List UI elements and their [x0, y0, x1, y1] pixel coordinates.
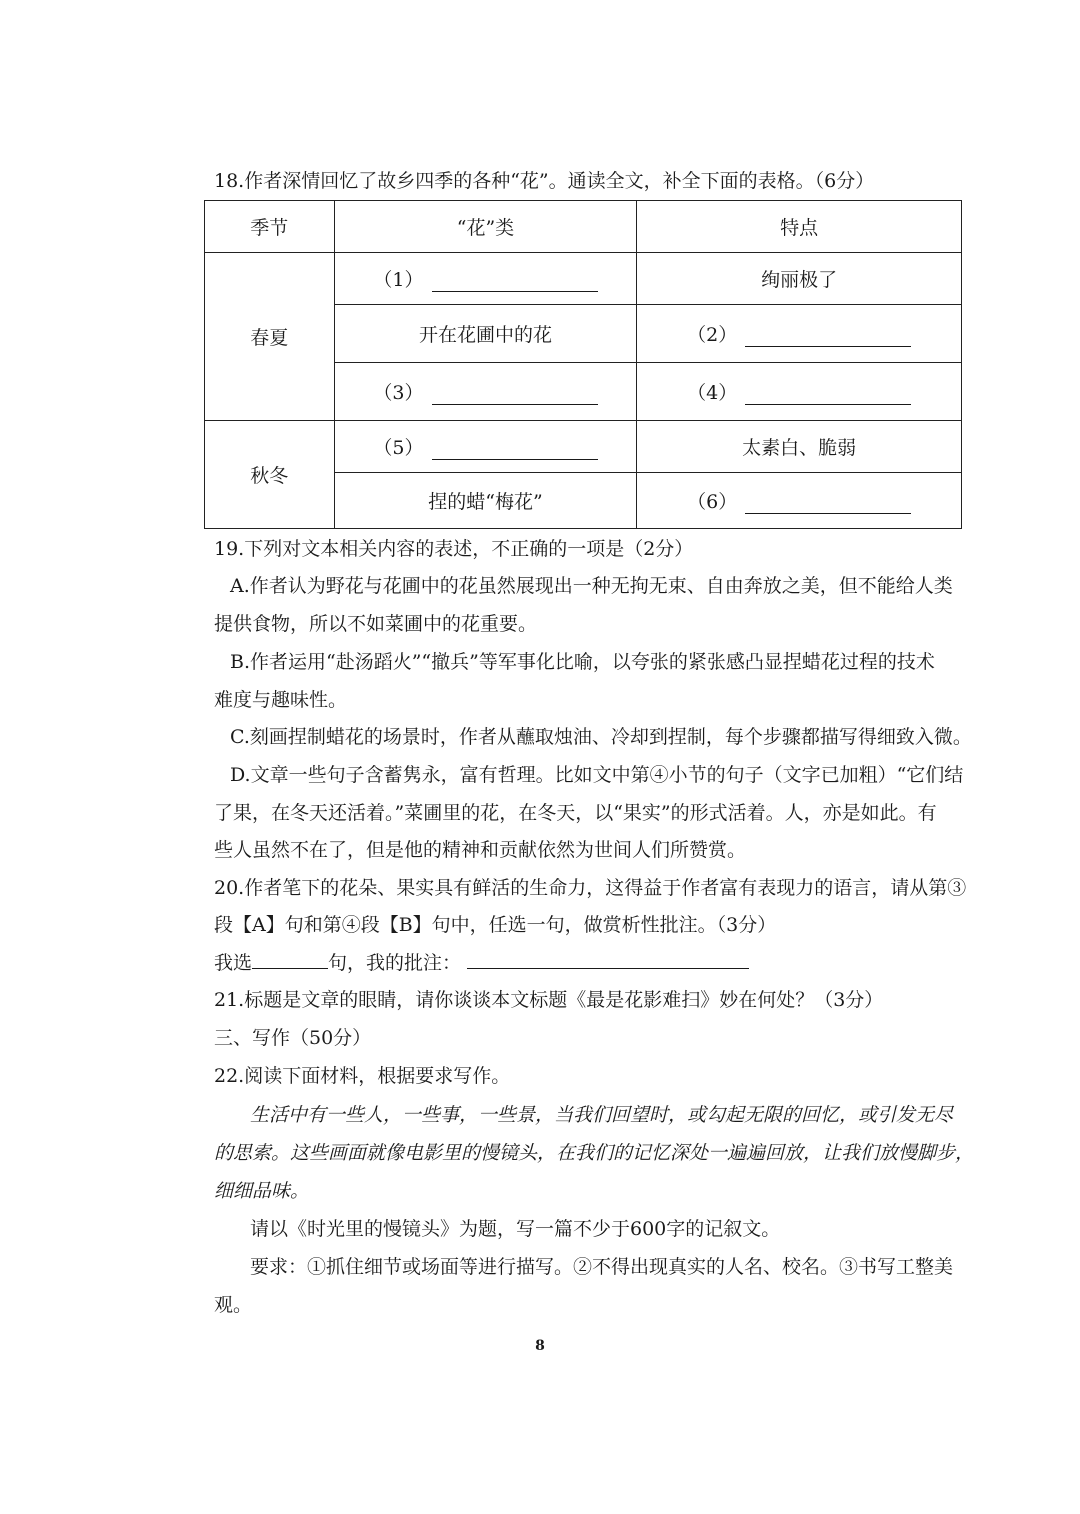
q19-option-a-line1: A.作者认为野花与花圃中的花虽然展现出一种无拘无束、自由奔放之美，但不能给人类 — [230, 575, 953, 597]
q22-material-line1: 生活中有一些人，一些事，一些景，当我们回望时，或勾起无限的回忆，或引发无尽 — [250, 1104, 954, 1126]
q19-option-c: C.刻画捏制蜡花的场景时，作者从蘸取烛油、冷却到捏制，每个步骤都描写得细致入微。 — [230, 726, 972, 748]
feature-cell-5 — [637, 473, 962, 529]
blank-label-3: （3） — [373, 382, 424, 404]
feature-cell-2 — [637, 305, 962, 363]
q19-option-b-line2: 难度与趣味性。 — [214, 689, 348, 711]
flower-cell-3 — [334, 363, 637, 421]
answer-blank-5[interactable] — [432, 441, 598, 460]
q18-title: 18.作者深情回忆了故乡四季的各种“花”。通读全文，补全下面的表格。（6分） — [214, 170, 875, 192]
blank-label-5: （5） — [373, 437, 424, 459]
answer-blank-3[interactable] — [432, 386, 598, 405]
q20-choice-blank[interactable] — [252, 950, 328, 969]
flower-cell-2: 开在花圃中的花 — [334, 305, 637, 363]
q20-answer-row — [214, 950, 980, 976]
q22-requirements-line1: 要求：①抓住细节或场面等进行描写。②不得出现真实的人名、校名。③书写工整美 — [250, 1256, 954, 1278]
q20-line1: 20.作者笔下的花朵、果实具有鲜活的生命力，这得益于作者富有表现力的语言，请从第③ — [214, 877, 967, 899]
answer-blank-6[interactable] — [745, 495, 911, 514]
blank-label-2: （2） — [687, 324, 738, 346]
q20-comment-blank[interactable] — [467, 950, 749, 969]
q20-answer-prefix: 我选 — [214, 952, 253, 974]
q22-material-line2: 的思索。这些画面就像电影里的慢镜头，在我们的记忆深处一遍遍回放，让我们放慢脚步， — [214, 1142, 975, 1164]
q19-option-d-line1: D.文章一些句子含蓄隽永，富有哲理。比如文中第④小节的句子（文字已加粗）“它们结 — [230, 764, 964, 786]
answer-blank-4[interactable] — [745, 386, 911, 405]
feature-cell-4: 太素白、脆弱 — [637, 421, 962, 473]
flower-cell-1 — [334, 253, 637, 305]
header-season: 季节 — [205, 201, 335, 253]
page-number: 8 — [535, 1338, 545, 1354]
answer-blank-2[interactable] — [745, 328, 911, 347]
season-spring-summer: 春夏 — [205, 253, 335, 421]
q18-table — [204, 200, 962, 529]
q22-prompt: 请以《时光里的慢镜头》为题，写一篇不少于600字的记叙文。 — [250, 1218, 781, 1240]
blank-label-6: （6） — [687, 491, 738, 513]
q19-title: 19.下列对文本相关内容的表述，不正确的一项是（2分） — [214, 538, 694, 560]
feature-cell-1: 绚丽极了 — [637, 253, 962, 305]
q22-requirements-line2: 观。 — [214, 1294, 253, 1316]
q20-line2: 段【A】句和第④段【B】句中，任选一句，做赏析性批注。（3分） — [214, 914, 777, 936]
q20-answer-mid: 句，我的批注： — [328, 952, 462, 974]
feature-cell-3 — [637, 363, 962, 421]
q19-option-d-line3: 些人虽然不在了，但是他的精神和贡献依然为世间人们所赞赏。 — [214, 839, 747, 861]
q19-option-b-line1: B.作者运用“赴汤蹈火”“撤兵”等军事化比喻，以夸张的紧张感凸显捏蜡花过程的技术 — [230, 651, 935, 673]
q19-option-d-line2: 了果，在冬天还活着。”菜圃里的花，在冬天，以“果实”的形式活着。人，亦是如此。有 — [214, 802, 937, 824]
header-feature: 特点 — [637, 201, 962, 253]
q21-text: 21.标题是文章的眼睛，请你谈谈本文标题《最是花影难扫》妙在何处？（3分） — [214, 989, 884, 1011]
header-flower: “花”类 — [334, 201, 637, 253]
q22-title: 22.阅读下面材料，根据要求写作。 — [214, 1065, 511, 1087]
season-autumn-winter: 秋冬 — [205, 421, 335, 529]
flower-cell-4 — [334, 421, 637, 473]
answer-blank-1[interactable] — [432, 273, 598, 292]
section3-title: 三、写作（50分） — [214, 1027, 372, 1049]
q19-option-a-line2: 提供食物，所以不如菜圃中的花重要。 — [214, 613, 538, 635]
flower-cell-5: 捏的蜡“梅花” — [334, 473, 637, 529]
blank-label-4: （4） — [687, 382, 738, 404]
blank-label-1: （1） — [373, 269, 424, 291]
q22-material-line3: 细细品味。 — [214, 1180, 310, 1202]
